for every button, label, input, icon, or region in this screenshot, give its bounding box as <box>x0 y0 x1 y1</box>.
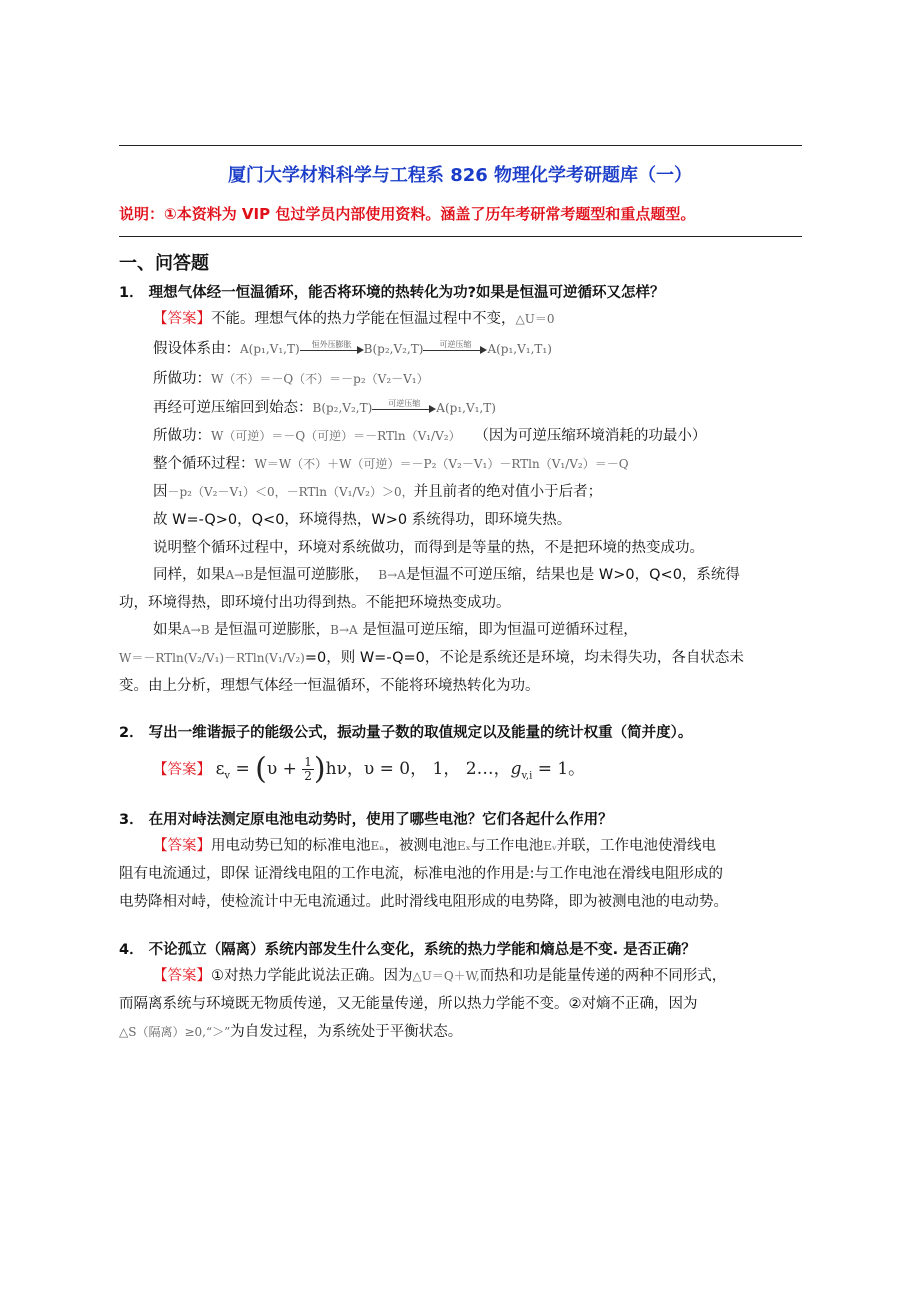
q1-state-a2: A(p₁,V₁,T) <box>436 401 496 415</box>
q4-formula-du: △U＝Q＋W, <box>412 969 480 983</box>
question-1: 1． 理想气体经一恒温循环，能否将环境的热转化为功?如果是恒温可逆循环又怎样？ <box>119 285 665 301</box>
arrow-label: 可逆压缩 <box>439 340 472 349</box>
reaction-arrow-icon <box>423 340 487 354</box>
question-2: 2． 写出一维谐振子的能级公式，振动量子数的取值规定以及能量的统计权重（简并度）。 <box>119 725 693 741</box>
q1-line-3 <box>153 369 429 389</box>
q1-state-b2: B(p₂,V₂,T) <box>312 401 373 415</box>
equals-sign: = <box>230 759 256 779</box>
q1-state-a1: A(p₁,V₁,T₁) <box>487 342 552 356</box>
q1-answer-line-1 <box>153 309 554 329</box>
q1-formula-ab: A→B <box>225 568 254 582</box>
q1-text: 如果 <box>153 622 182 638</box>
header-rule-bottom <box>119 236 802 237</box>
arrow-label: 可逆压缩 <box>388 399 421 408</box>
answer-tag: 【答案】 <box>153 968 211 984</box>
document-title: 厦门大学材料科学与工程系 826 物理化学考研题库（一） <box>227 165 693 186</box>
q1-state-a: A(p₁,V₁,T) <box>240 342 300 356</box>
fraction-denominator: 2 <box>304 769 312 783</box>
q1-formula-ab: A→B <box>182 623 210 637</box>
upsilon-symbol: υ <box>266 759 278 779</box>
plus-sign: + <box>277 759 303 779</box>
q1-return-label: 再经可逆压缩回到始态： <box>153 400 313 416</box>
header-rule-top <box>119 145 802 146</box>
q1-inequality-text: 并且前者的绝对值小于后者； <box>413 484 603 500</box>
epsilon-subscript: v <box>224 770 231 782</box>
q1-work-label: 所做功： <box>153 371 211 387</box>
q1-line-6 <box>153 454 629 474</box>
q3-formula-ew: Eᵥ <box>543 839 557 853</box>
q1-text: 是恒温可逆压缩，即为恒温可逆循环过程， <box>362 622 638 638</box>
q1-line-7 <box>153 482 602 502</box>
q1-work-label-2: 所做功： <box>153 428 211 444</box>
q1-line-13 <box>119 648 744 668</box>
q1-formula-w-rev: W（可逆）＝－Q（可逆）＝－RTln（V₁/V₂） <box>211 429 461 443</box>
degeneracy-value: = 1。 <box>532 759 586 779</box>
q4-text: ①对热力学能此说法正确。因为 <box>211 968 413 984</box>
q1-text: 是恒温不可逆压缩，结果也是 W>0，Q<0，系统得 <box>405 567 740 583</box>
g-symbol: g <box>510 759 522 779</box>
q1-line-5 <box>153 426 706 446</box>
q3-text: 与工作电池 <box>470 838 544 854</box>
question-3: 3． 在用对峙法测定原电池电动势时，使用了哪些电池？它们各起什么作用？ <box>119 812 613 828</box>
q4-formula-ds: △S（隔离）≥0,“＞” <box>119 1025 231 1039</box>
h-nu: hν <box>325 759 347 779</box>
q4-text: 为自发过程，为系统处于平衡状态。 <box>230 1024 463 1040</box>
notice-text: 说明：①本资料为 VIP 包过学员内部使用资料。涵盖了历年考研常考题型和重点题型。 <box>119 205 696 223</box>
q1-line-8: 故 W=-Q>0，Q<0，环境得热，W>0 系统得功，即环境失热。 <box>153 512 572 528</box>
q1-formula-du: △U＝0 <box>515 312 555 326</box>
q1-line-10 <box>153 565 740 585</box>
quantum-values: ，υ = 0， 1， 2…， <box>346 759 511 779</box>
q1-text: 是恒温可逆膨胀， <box>253 567 370 583</box>
q3-text: 用电动势已知的标准电池 <box>211 838 371 854</box>
q2-energy-formula: $\varepsilon_v = (\upsilon$ + $\frac{1}{2}$ )hν，υ = 0， 1， 2…，$g_{v,i} = 1$。 <box>215 751 586 787</box>
q1-line-12 <box>153 620 638 640</box>
q4-answer-line-1 <box>153 966 726 986</box>
q1-line-14: 变。由上分析，理想气体经一恒温循环，不能将环境热转化为功。 <box>119 678 540 694</box>
reaction-arrow-icon <box>300 340 364 354</box>
q1-answer-text: 不能。理想气体的热力学能在恒温过程中不变， <box>211 311 516 327</box>
q1-formula-ba: B→A <box>330 623 358 637</box>
q3-text: 并联，工作电池使滑线电 <box>556 838 717 854</box>
answer-tag: 【答案】 <box>153 762 211 778</box>
answer-tag: 【答案】 <box>153 311 211 327</box>
fraction-one-half <box>302 756 314 783</box>
q1-state-b: B(p₂,V₂,T) <box>363 342 424 356</box>
q4-text: 而热和功是能量传递的两种不同形式， <box>479 968 727 984</box>
reaction-arrow-icon <box>372 399 436 413</box>
arrow-label: 恒外压膨胀 <box>311 340 352 349</box>
q1-text: =0，则 W=-Q=0，不论是系统还是环境，均未得失功，各自状态未 <box>304 650 744 666</box>
q3-formula-ex: Eₓ <box>456 839 471 853</box>
q1-note: （因为可逆压缩环境消耗的功最小） <box>474 428 707 444</box>
q1-formula-inequality: －p₂（V₂－V₁）＜0，－RTln（V₁/V₂）＞0， <box>167 485 414 499</box>
answer-tag: 【答案】 <box>153 838 211 854</box>
section-heading-qa: 一、问答题 <box>119 253 209 274</box>
q1-assume-label: 假设体系由： <box>153 341 240 357</box>
q4-answer-line-2: 而隔离系统与环境既无物质传递，又无能量传递，所以热力学能不变。②对熵不正确，因为 <box>119 996 698 1012</box>
q3-text: ，被测电池 <box>384 838 457 854</box>
q3-answer-line-3: 电势降相对峙，使检流计中无电流通过。此时滑线电阻形成的电势降，即为被测电池的电动势。 <box>119 894 728 910</box>
q1-line-9: 说明整个循环过程中，环境对系统做功，而得到是等量的热，不是把环境的热变成功。 <box>153 540 704 556</box>
q1-because: 因 <box>153 484 168 500</box>
q1-line-4 <box>153 398 496 418</box>
q1-line-11: 功，环境得热，即环境付出功得到热。不能把环境热变成功。 <box>119 595 511 611</box>
q1-text: 同样，如果 <box>153 567 226 583</box>
q1-line-2 <box>153 339 552 359</box>
q2-answer-line <box>153 751 586 789</box>
epsilon-symbol: ε <box>215 759 225 779</box>
q3-answer-line-1 <box>153 836 716 856</box>
q1-cycle-label: 整个循环过程： <box>153 456 255 472</box>
question-4: 4． 不论孤立（隔离）系统内部发生什么变化，系统的热力学能和熵总是不变. 是否正确？ <box>119 942 696 958</box>
g-subscript: v,i <box>521 770 533 782</box>
q1-formula-w-irrev: W（不）＝－Q（不）＝－p₂（V₂－V₁） <box>211 372 429 386</box>
q1-text: 是恒温可逆膨胀， <box>214 622 331 638</box>
q1-formula-cycle: W＝W（不）＋W（可逆）＝－P₂（V₂－V₁）－RTln（V₁/V₂）＝－Q <box>254 457 629 471</box>
q1-formula-rev-cycle: W＝－RTln(V₂/V₁)－RTln(V₁/V₂) <box>119 651 305 665</box>
q4-answer-line-3 <box>119 1022 462 1042</box>
q3-formula-en: Eₙ <box>370 839 385 853</box>
q3-answer-line-2: 阻有电流通过，即保 证滑线电阻的工作电流，标准电池的作用是:与工作电池在滑线电阻形成的 <box>119 866 723 882</box>
fraction-numerator: 1 <box>304 755 312 769</box>
q1-formula-ba: B→A <box>378 568 406 582</box>
